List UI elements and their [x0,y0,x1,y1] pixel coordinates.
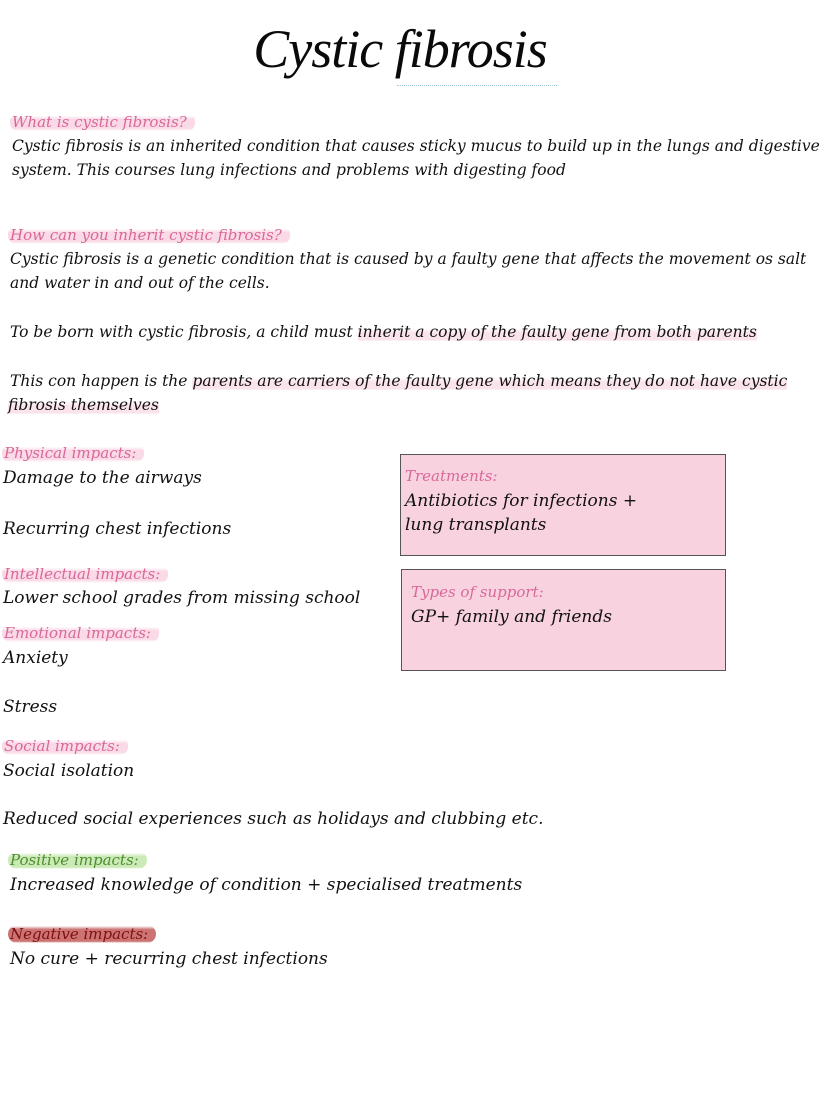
inherit-p3-text: This con happen is the [10,372,193,390]
spellcheck-underline [397,85,557,86]
inherit-p2 [10,323,757,341]
heading-intellectual: Intellectual impacts: [2,565,168,583]
inherit-p1-line-1: Cystic fibrosis is a genetic condition that is caused by a faulty gene that affects the movement os salt [10,250,807,268]
positive-item: Increased knowledge of condition + specialised treatments [10,875,523,895]
page-title: Cystic fibrosis [253,19,547,79]
negative-item: No cure + recurring chest infections [10,949,328,969]
inherit-p2-text: To be born with cystic fibrosis, a child must [10,323,358,341]
what-line-1: Cystic fibrosis is an inherited condition that causes sticky mucus to build up in the lungs and digestive [12,137,820,155]
inherit-p3-line-2 [8,396,159,414]
heading-social: Social impacts: [2,737,128,755]
heading-negative: Negative impacts: [8,925,156,943]
heading-positive: Positive impacts: [8,851,147,869]
emotional-item: Stress [3,697,58,717]
support-text: GP+ family and friends [411,607,612,627]
social-item: Social isolation [3,761,135,781]
heading-emotional: Emotional impacts: [2,624,159,642]
emotional-item: Anxiety [3,648,68,668]
inherit-p2-highlight: inherit a copy of the faulty gene from both parents [357,323,757,341]
treatments-box [400,454,726,556]
inherit-p3-highlight-2: fibrosis themselves [8,396,159,414]
support-heading: Types of support: [411,583,544,601]
inherit-p3-line-1 [10,372,787,390]
physical-item: Damage to the airways [3,468,202,488]
physical-item: Recurring chest infections [3,519,232,539]
heading-physical: Physical impacts: [2,444,144,462]
social-item: Reduced social experiences such as holidays and clubbing etc. [3,809,544,829]
treatments-text: Antibiotics for infections + lung transplants [405,491,638,535]
treatments-heading: Treatments: [405,467,498,485]
heading-inherit: How can you inherit cystic fibrosis? [8,226,290,244]
what-line-2: system. This courses lung infections and problems with digesting food [12,161,566,179]
inherit-p3-highlight: parents are carriers of the faulty gene which means they do not have cystic [192,372,788,390]
support-box [401,569,726,671]
inherit-p1-line-2: and water in and out of the cells. [10,274,270,292]
heading-what-is-cf: What is cystic fibrosis? [10,113,195,131]
intellectual-item: Lower school grades from missing school [3,588,361,608]
